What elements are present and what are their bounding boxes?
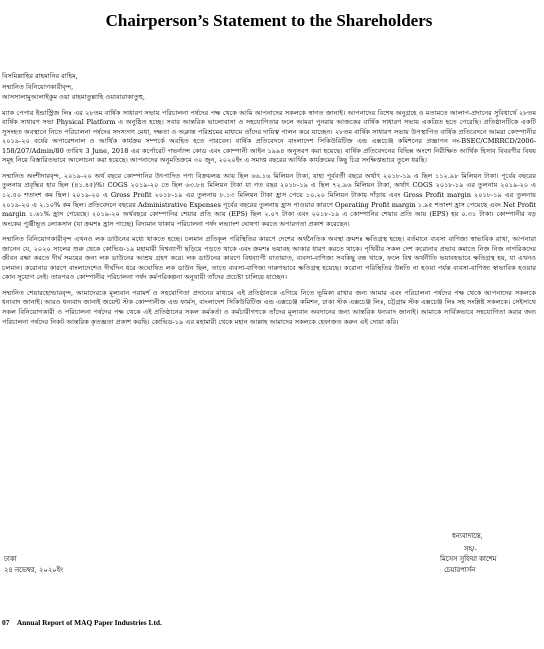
page-title: Chairperson’s Statement to the Shareholders: [105, 11, 433, 30]
page-footer: [2, 618, 162, 627]
salutation-block: [2, 71, 536, 103]
signature-place: ঢাকা: [4, 555, 17, 563]
salutation-line: বিসমিল্লাহির রাহমানির রাহিম,: [2, 72, 78, 80]
signature-date: ২৪ নভেম্বর, ২০২০ইং: [4, 566, 64, 574]
paragraph-financial-performance: সম্মানিত অংশীদারবৃন্দ, ২০১৯-২০ অর্থ বছরে কোম্পানির উৎপাদিত পণ্য বিক্রয়লব্ধ আয় ছিল ৬৬.১৬ মিলিয়ন টাকা, যাহা পূর্ববর্তী বছরে অর্থাৎ ২০১৮-১৯ এ ছিল ১১২.৯৮ মিলিয়ন টাকা। পূর্বের বছরের তুলনায় প্রবৃদ্ধির হার ছিল (৪১.৪৫)%। COGS ২০১৯-২০ তে ছিল ৬৩.৮৪ মিলিয়ন টাকা যা গত বছর ২০১৮-১৯ এ ছিল ৭২.৯৬ মিলিয়ন টাকা, অর্থাৎ COGS ২০১৮-১৯ এর তুলনায় ২০১৯-২০ এ ১২.৫০ শতাংশ কম ছিল। ২০১৯-২০ এ Gross Profit ২০১৮-১৯ এর তুলনায় ৮.১৩ মিলিয়ন টাকা হ্রাস পেয়ে ১০.২০ মিলিয়ন টাকায় দাঁড়ায় এবং Gross Profit margin ২০১৮-১৯ এর তুলনায় ২০১৯-২০ এ ২.১০% কম ছিল। প্রতিবেদনে বছরের Administrative Expenses পূর্বের বছরের তুলনায় হ্রাস পাওয়ার কারণে Operating Profit margin ১.৯৫ শতাংশ হ্রাস পেয়েছে এবং Net Profit margin ১.৬১% হ্রাস পেয়েছে। ২০১৯-২০ অর্থবছরে কোম্পানির শেয়ার প্রতি আয় (EPS) ছিল ২.০৭ টাকা এবং ২০১৮-১৯ এ কোম্পানির শেয়ার প্রতি আয় (EPS) হয় ০.৩১ টাকা। কোম্পানীর বড় অংকের পুঞ্জীভূত লোকসান (যা ক্রমশঃ হ্রাস পাচ্ছে) বিদ্যমান থাকায় পরিচালনা পর্ষদ লভ্যাংশ ঘোষণা করতে অপারগতা প্রকাশ করেছেন।: [2, 171, 537, 228]
salutation-line: আসসালামুআলাইকুম ওয়া রাহমাতুল্লাহি ওয়াবারাকাতুহু,: [2, 93, 145, 102]
paragraph-acknowledgement: সম্মানিত শেয়ারহোল্ডারবৃন্দ, আমাদেরকে মূল্যবান পরামর্শ ও সহযোগিতা প্রদানের মাধ্যমে এই প্রতিষ্ঠানকে এগিয়ে নিতে ভূমিকা রাখার জন্য আমার এবং পরিচালনা পর্ষদের পক্ষ থেকে আপনাদের সকলকে ধন্যবাদ জানাই। আরও ধন্যবাদ জানাই জয়েন্ট স্টক কোম্পানীজ এন্ড ফার্মস, বাংলাদেশ সিকিউরিটিজ এন্ড এক্সচেঞ্জ কমিশন, ঢাকা স্টক এক্সচেঞ্জ লিঃ, চট্টগ্রাম স্টক এক্সচেঞ্জ লিঃ সহ সংশ্লিষ্ট সকলকে। সেইসাথে সকল বিনিয়োগকারী ও পরিচালনা পর্ষদের পক্ষ থেকে এই প্রতিষ্ঠানের সকল কর্মকর্তা ও কর্মচারীগণকে তাঁদের মূল্যবান অবদানের জন্য আন্তরিক ধন্যবাদ জানাই। আমাকে সার্বিকভাবে সহযোগিতা করার জন্য পরিচালনা পর্ষদের নিকট আন্তরিক কৃতজ্ঞতা প্রকাশ করছি। কোভিড-১৯ এর মহামারী থেকে মহান আল্লাহ আমাদের সকলকে হেফাজত করুন এই দোয়া করি।: [2, 288, 536, 326]
paragraph-covid-impact: সম্মানিত বিনিয়োগকারীবৃন্দ এখনও লক ডাউনের মধ্যে থাকতে হচ্ছে। চলমান প্রতিকূল পরিস্থিতির কারণে দেশের অর্থনৈতিক অবস্থা ক্রমশঃ ক্ষতিগ্রস্থ হচ্ছে। বর্তমানে ব্যবসা বাণিজ্য স্বাভাবিক রাখা, আপনারা জানেন যে, ২০২০ সালের শুরু থেকে কোভিড-১৯ মহামারী বিশ্বব্যাপী ছড়িয়ে পড়তে থাকে এবং ক্রমশঃ ভয়াবহ আকার ধারণ করতে থাকে। পৃথিবীর সকল দেশ করোনার প্রভাব কমাতে নিজ নিজ নাগরিকদের জীবন রক্ষা করতে দীর্ঘ সময়ের জন্য লক ডাউনের আশ্রয় গ্রহণ করে। লক ডাউনের কারণে বিশ্বব্যাপী যাতায়াত, ব্যবসা-বাণিজ্য সবকিছু বন্ধ থাকে, ফলে বিশ্ব অর্থনীতি ভয়াবহভাবে ক্ষতিগ্রস্থ হয়, যা এখনও চলমান। করোনার কারণে বাংলাদেশেও দীর্ঘদিন ধরে অঘোষিত লক ডাউন ছিল, তাতে ব্যবসা-বাণিজ্য দারুণভাবে ক্ষতিগ্রস্থ হয়েছে। করোনা পরিস্থিতির উন্নতি না হওয়া পর্যন্ত ব্যবসা-বাণিজ্য স্বাভাবিক হওয়ার কোন সুযোগ নেই। তারপরও কোম্পানীর পরিচালনা পর্ষদ কর্মপরিকল্পনা অনুযায়ী তাঁদের প্রচেষ্টা চালিয়ে যাচ্ছেন।: [2, 235, 536, 282]
footer-text: Annual Report of MAQ Paper Industries Ltd.: [16, 618, 162, 627]
salutation-line: সম্মানিত বিনিয়োগকারীবৃন্দ,: [2, 82, 74, 91]
signatory-name: মিসেস সুফিয়া কাশেম: [440, 555, 497, 563]
page-number: 07: [2, 618, 10, 627]
signed-mark: সহ/-: [464, 545, 477, 553]
statement-body: [2, 71, 536, 327]
signatory-designation: চেয়ারপার্সন: [444, 566, 476, 574]
closing-text: ধন্যবাদান্তে,: [452, 532, 483, 540]
paragraph-introduction: ম্যাক পেপার ইন্ডাস্ট্রিজ লিঃ এর ২৮তম বার্ষিক সাধারণ সভায় পরিচালনা পর্ষদের পক্ষ থেকে আমি আপনাদের সকলকে স্বাগত জানাই। আপনাদের বিশেষ অনুগ্রহে ও মতামতে আলাপ-প্রদানের সুবিধার্থে ২৮তম বার্ষিক সাধারণ সভা Physical Platform এ অনুষ্ঠিত হচ্ছে। সবার আন্তরিক ভালোবাসা ও সহযোগিতার ফলে আমরা পুনরায় আজকের বার্ষিক সাধারণ সভায় একত্রিত হতে পেরেছি। প্রতিষ্ঠানটিকে একটি সুসংহত অবস্থানে নিতে পরিচালনা পর্ষদের সদস্যগণ মেধা, দক্ষতা ও অক্লান্ত পরিশ্রমের মাধ্যমে তাঁদের দায়িত্ব পালন করে যাচ্ছেন। ২৮তম বার্ষিক সাধারণ সভায় উপস্থাপিত বার্ষিক প্রতিবেদনে আমরা কোম্পানীর ২০১৯-২০ বর্ষের অপারেশনাল ও আর্থিক কার্যক্রম সম্পর্কে অবহিত হতে পারবেন। বার্ষিক প্রতিবেদনে বাংলাদেশ সিকিউরিটিজ এন্ড এক্সচেঞ্জ কমিশনের প্রজ্ঞাপন নং-BSEC/CMRRCD/2006-158/207/Admin/80 তারিখ 3 June, 2018 এর কর্পোরেট গভর্ন্যান্স কোড এবং কোম্পানী আইন ১৯৯৪ অনুসরণ করা হয়েছে। বার্ষিক প্রতিবেদনের বিভিন্ন অংশে নিরীক্ষিত আর্থিক হিসাব বিবরণীর বিষয় সমূহ নিয়ে বিস্তারিতভাবে আলোচনা করা হয়েছে। আপনাদের অনুমতিক্রমে ৩০ জুন, ২০২০ইং এ সমাপ্ত বছরের আর্থিক কার্যক্রমের কিছু চিত্র সংক্ষিপ্তভাবে তুলে ধরছি।: [2, 108, 536, 165]
